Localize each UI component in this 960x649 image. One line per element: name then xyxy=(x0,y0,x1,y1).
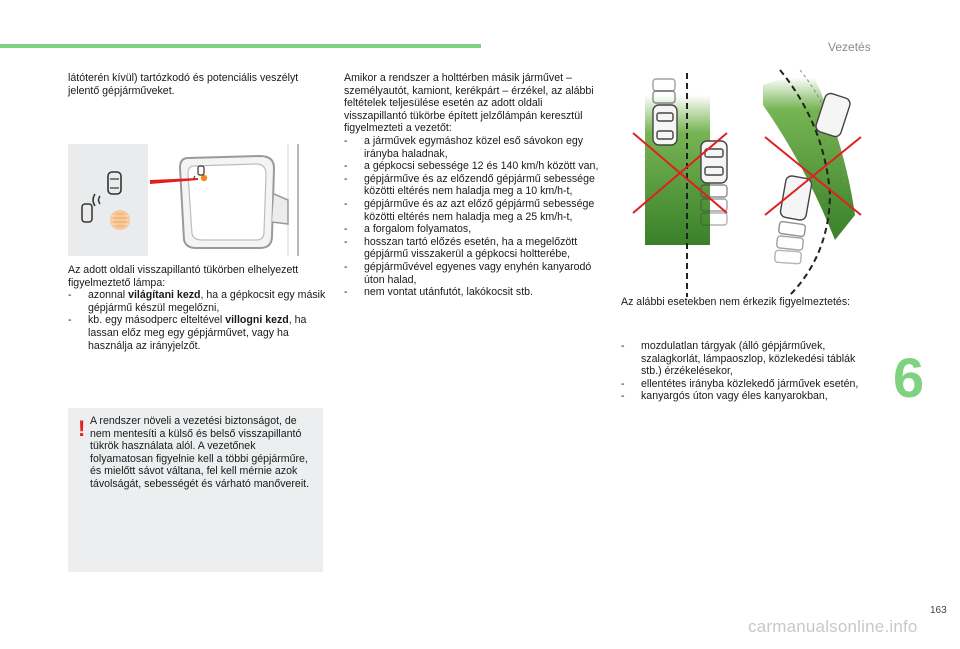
road-scene-icon xyxy=(615,65,875,300)
side-mirror-illustration xyxy=(148,144,324,256)
page-number: 163 xyxy=(930,605,947,616)
list-item: - gépjárműve és az azt előző gépjármű sebessége közötti eltérés nem haladja meg a 25 km/h-t, xyxy=(344,198,604,223)
blind-spot-icon xyxy=(68,144,148,256)
list-item: - nem vontat utánfutót, lakókocsit stb. xyxy=(344,286,604,299)
list-item: - a gépkocsi sebessége 12 és 140 km/h között van, xyxy=(344,160,604,173)
list-item: - hosszan tartó előzés esetén, ha a megelőzött gépjármű visszakerül a gépkocsi holtterébe, xyxy=(344,236,604,261)
col2-conditions xyxy=(344,72,604,299)
conditions-intro: Amikor a rendszer a holttérben másik járművet – személyautót, kamiont, kerékpárt – érzékel, az alábbi feltételek teljesülése esetén az adott oldali visszapillantó tükörbe épített jelzőlámpán keresztül figyelmezteti a vezetőt: xyxy=(344,72,594,135)
watermark: carmanualsonline.info xyxy=(748,617,918,636)
list-item: - kanyargós úton vagy éles kanyarokban, xyxy=(621,390,861,403)
col1-intro xyxy=(68,72,328,97)
warning-text: A rendszer növeli a vezetési biztonságot, de nem mentesíti a külső és belső visszapillantó tükrök használata alól. A vezetőnek folyamatosan figyelnie kell a többi gépjárműre, és mielőtt sávot váltana, fel kell mérnie azok távolságát, sebességét és várható manővereit. xyxy=(90,415,310,490)
chapter-number: 6 xyxy=(893,346,925,409)
list-item: - gépjárművével egyenes vagy enyhén kanyarodó úton halad, xyxy=(344,261,604,286)
header-accent-bar xyxy=(0,44,481,48)
lamp-list xyxy=(68,289,328,352)
warning-box xyxy=(68,408,323,572)
list-item: - azonnal világítani kezd, ha a gépkocsit egy másik gépjármű készül megelőzni, xyxy=(68,289,328,314)
no-warning-scene-illustration xyxy=(615,65,875,300)
list-item: - kb. egy másodperc elteltével villogni kezd, ha lassan előz meg egy gépjárművet, vagy ha használja az irányjelzőt. xyxy=(68,314,328,352)
no-warning-intro: Az alábbi esetekben nem érkezik figyelmeztetés: xyxy=(621,296,851,308)
conditions-list xyxy=(344,135,604,299)
col3-intro xyxy=(621,296,861,309)
exceptions-list xyxy=(621,340,861,403)
mirror-icon-panel xyxy=(68,144,148,256)
list-item: - ellentétes irányba közlekedő járművek esetén, xyxy=(621,378,861,391)
list-item: - gépjárműve és az előzendő gépjármű sebessége közötti eltérés nem haladja meg a 10 km/h-t, xyxy=(344,173,604,198)
list-item: - mozdulatlan tárgyak (álló gépjárművek, szalagkorlát, lámpaoszlop, közlekedési táblák stb.) érzékelésekor, xyxy=(621,340,861,378)
col1-intro-text: látóterén kívül) tartózkodó és potenciális veszélyt jelentő gépjárműveket. xyxy=(68,72,299,97)
exclamation-icon: ! xyxy=(78,416,86,441)
section-title: Vezetés xyxy=(828,40,871,54)
col1-lamp-section xyxy=(68,264,328,352)
list-item: - a forgalom folyamatos, xyxy=(344,223,604,236)
lamp-intro: Az adott oldali visszapillantó tükörben elhelyezett figyelmeztető lámpa: xyxy=(68,264,299,289)
list-item: - a járművek egymáshoz közel eső sávokon egy irányba haladnak, xyxy=(344,135,604,160)
col3-exceptions xyxy=(621,340,861,403)
side-mirror-icon xyxy=(148,144,324,256)
